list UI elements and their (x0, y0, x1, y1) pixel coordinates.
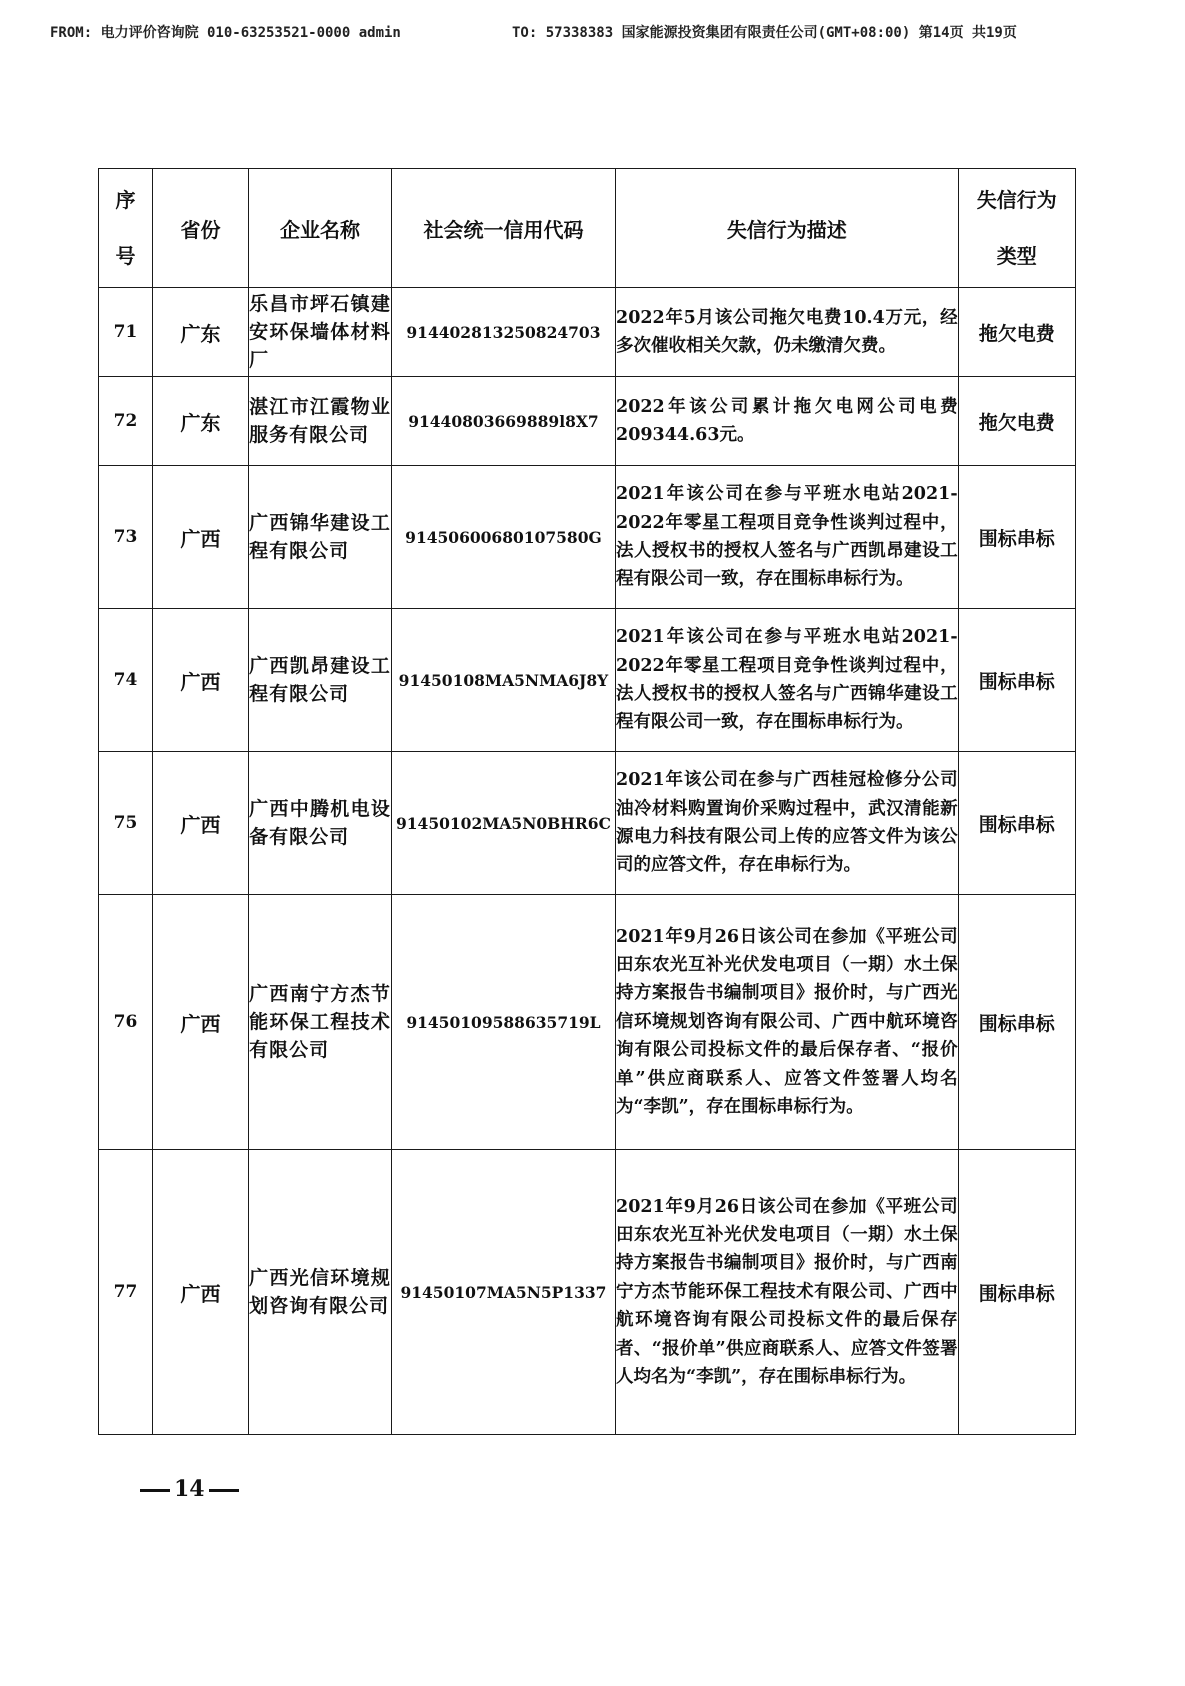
table-row (99, 466, 1076, 609)
fax-header (50, 22, 1150, 46)
row-province: 广西 (152, 752, 248, 895)
row-credit-code: 91450109588635719L (391, 895, 615, 1150)
table-row (99, 377, 1076, 466)
fax-from: FROM: 电力评价咨询院 010-63253521-0000 admin (50, 25, 401, 41)
row-behavior-type: 拖欠电费 (958, 288, 1075, 377)
header-credit-code: 社会统一信用代码 (391, 169, 615, 288)
row-description: 2022年该公司累计拖欠电网公司电费209344.63元。 (616, 377, 959, 466)
row-serial-number: 72 (99, 377, 153, 466)
row-province: 广西 (152, 895, 248, 1150)
row-serial-number: 71 (99, 288, 153, 377)
row-description: 2022年5月该公司拖欠电费10.4万元，经多次催收相关欠款，仍未缴清欠费。 (616, 288, 959, 377)
row-credit-code: 914402813250824703 (391, 288, 615, 377)
row-serial-number: 76 (99, 895, 153, 1150)
row-company: 广西锦华建设工程有限公司 (249, 466, 392, 609)
table-row (99, 1150, 1076, 1435)
row-behavior-type: 围标串标 (958, 1150, 1075, 1435)
row-company: 广西光信环境规划咨询有限公司 (249, 1150, 392, 1435)
row-province: 广西 (152, 466, 248, 609)
row-serial-number: 73 (99, 466, 153, 609)
row-province: 广东 (152, 288, 248, 377)
row-serial-number: 77 (99, 1150, 153, 1435)
row-description: 2021年9月26日该公司在参加《平班公司田东农光互补光伏发电项目（一期）水土保持方案报告书编制项目》报价时，与广西南宁方杰节能环保工程技术有限公司、广西中航环境咨询有限公司投标文件的最后保存者、“报价单”供应商联系人、应答文件签署人均名为“李凯”，存在围标串标行为。 (616, 1150, 959, 1435)
row-description: 2021年该公司在参与广西桂冠检修分公司油冷材料购置询价采购过程中，武汉清能新源电力科技有限公司上传的应答文件为该公司的应答文件，存在串标行为。 (616, 752, 959, 895)
row-behavior-type: 拖欠电费 (958, 377, 1075, 466)
page-number-value: 14 (174, 1476, 205, 1502)
table-row (99, 288, 1076, 377)
fax-to: TO: 57338383 国家能源投资集团有限责任公司(GMT+08:00) 第14页 共19页 (512, 25, 1017, 41)
row-behavior-type: 围标串标 (958, 895, 1075, 1150)
row-credit-code: 91450108MA5NMA6J8Y (391, 609, 615, 752)
row-credit-code: 91450600680107580G (391, 466, 615, 609)
row-description: 2021年该公司在参与平班水电站2021-2022年零星工程项目竞争性谈判过程中，法人授权书的授权人签名与广西凯昂建设工程有限公司一致，存在围标串标行为。 (616, 466, 959, 609)
table-row (99, 895, 1076, 1150)
row-company: 广西中腾机电设备有限公司 (249, 752, 392, 895)
row-serial-number: 74 (99, 609, 153, 752)
row-company: 湛江市江霞物业服务有限公司 (249, 377, 392, 466)
row-credit-code: 91450107MA5N5P1337 (391, 1150, 615, 1435)
header-serial-number: 序 号 (99, 169, 153, 288)
row-behavior-type: 围标串标 (958, 609, 1075, 752)
row-serial-number: 75 (99, 752, 153, 895)
row-company: 广西凯昂建设工程有限公司 (249, 609, 392, 752)
table-row (99, 752, 1076, 895)
table-header-row (99, 169, 1076, 288)
row-province: 广东 (152, 377, 248, 466)
dishonest-behavior-table (98, 168, 1076, 1435)
page-number-dash-left (140, 1489, 170, 1492)
row-province: 广西 (152, 609, 248, 752)
header-behavior-type: 失信行为 类型 (958, 169, 1075, 288)
table-row (99, 609, 1076, 752)
header-description: 失信行为描述 (616, 169, 959, 288)
row-company: 广西南宁方杰节能环保工程技术有限公司 (249, 895, 392, 1150)
row-behavior-type: 围标串标 (958, 752, 1075, 895)
page-number (136, 1476, 243, 1502)
row-credit-code: 91450102MA5N0BHR6C (391, 752, 615, 895)
row-behavior-type: 围标串标 (958, 466, 1075, 609)
row-province: 广西 (152, 1150, 248, 1435)
header-company: 企业名称 (249, 169, 392, 288)
header-province: 省份 (152, 169, 248, 288)
row-company: 乐昌市坪石镇建安环保墙体材料厂 (249, 288, 392, 377)
row-description: 2021年9月26日该公司在参加《平班公司田东农光互补光伏发电项目（一期）水土保持方案报告书编制项目》报价时，与广西光信环境规划咨询有限公司、广西中航环境咨询有限公司投标文件的最后保存者、“报价单”供应商联系人、应答文件签署人均名为“李凯”，存在围标串标行为。 (616, 895, 959, 1150)
row-description: 2021年该公司在参与平班水电站2021-2022年零星工程项目竞争性谈判过程中，法人授权书的授权人签名与广西锦华建设工程有限公司一致，存在围标串标行为。 (616, 609, 959, 752)
row-credit-code: 91440803669889l8X7 (391, 377, 615, 466)
page-number-dash-right (209, 1489, 239, 1492)
